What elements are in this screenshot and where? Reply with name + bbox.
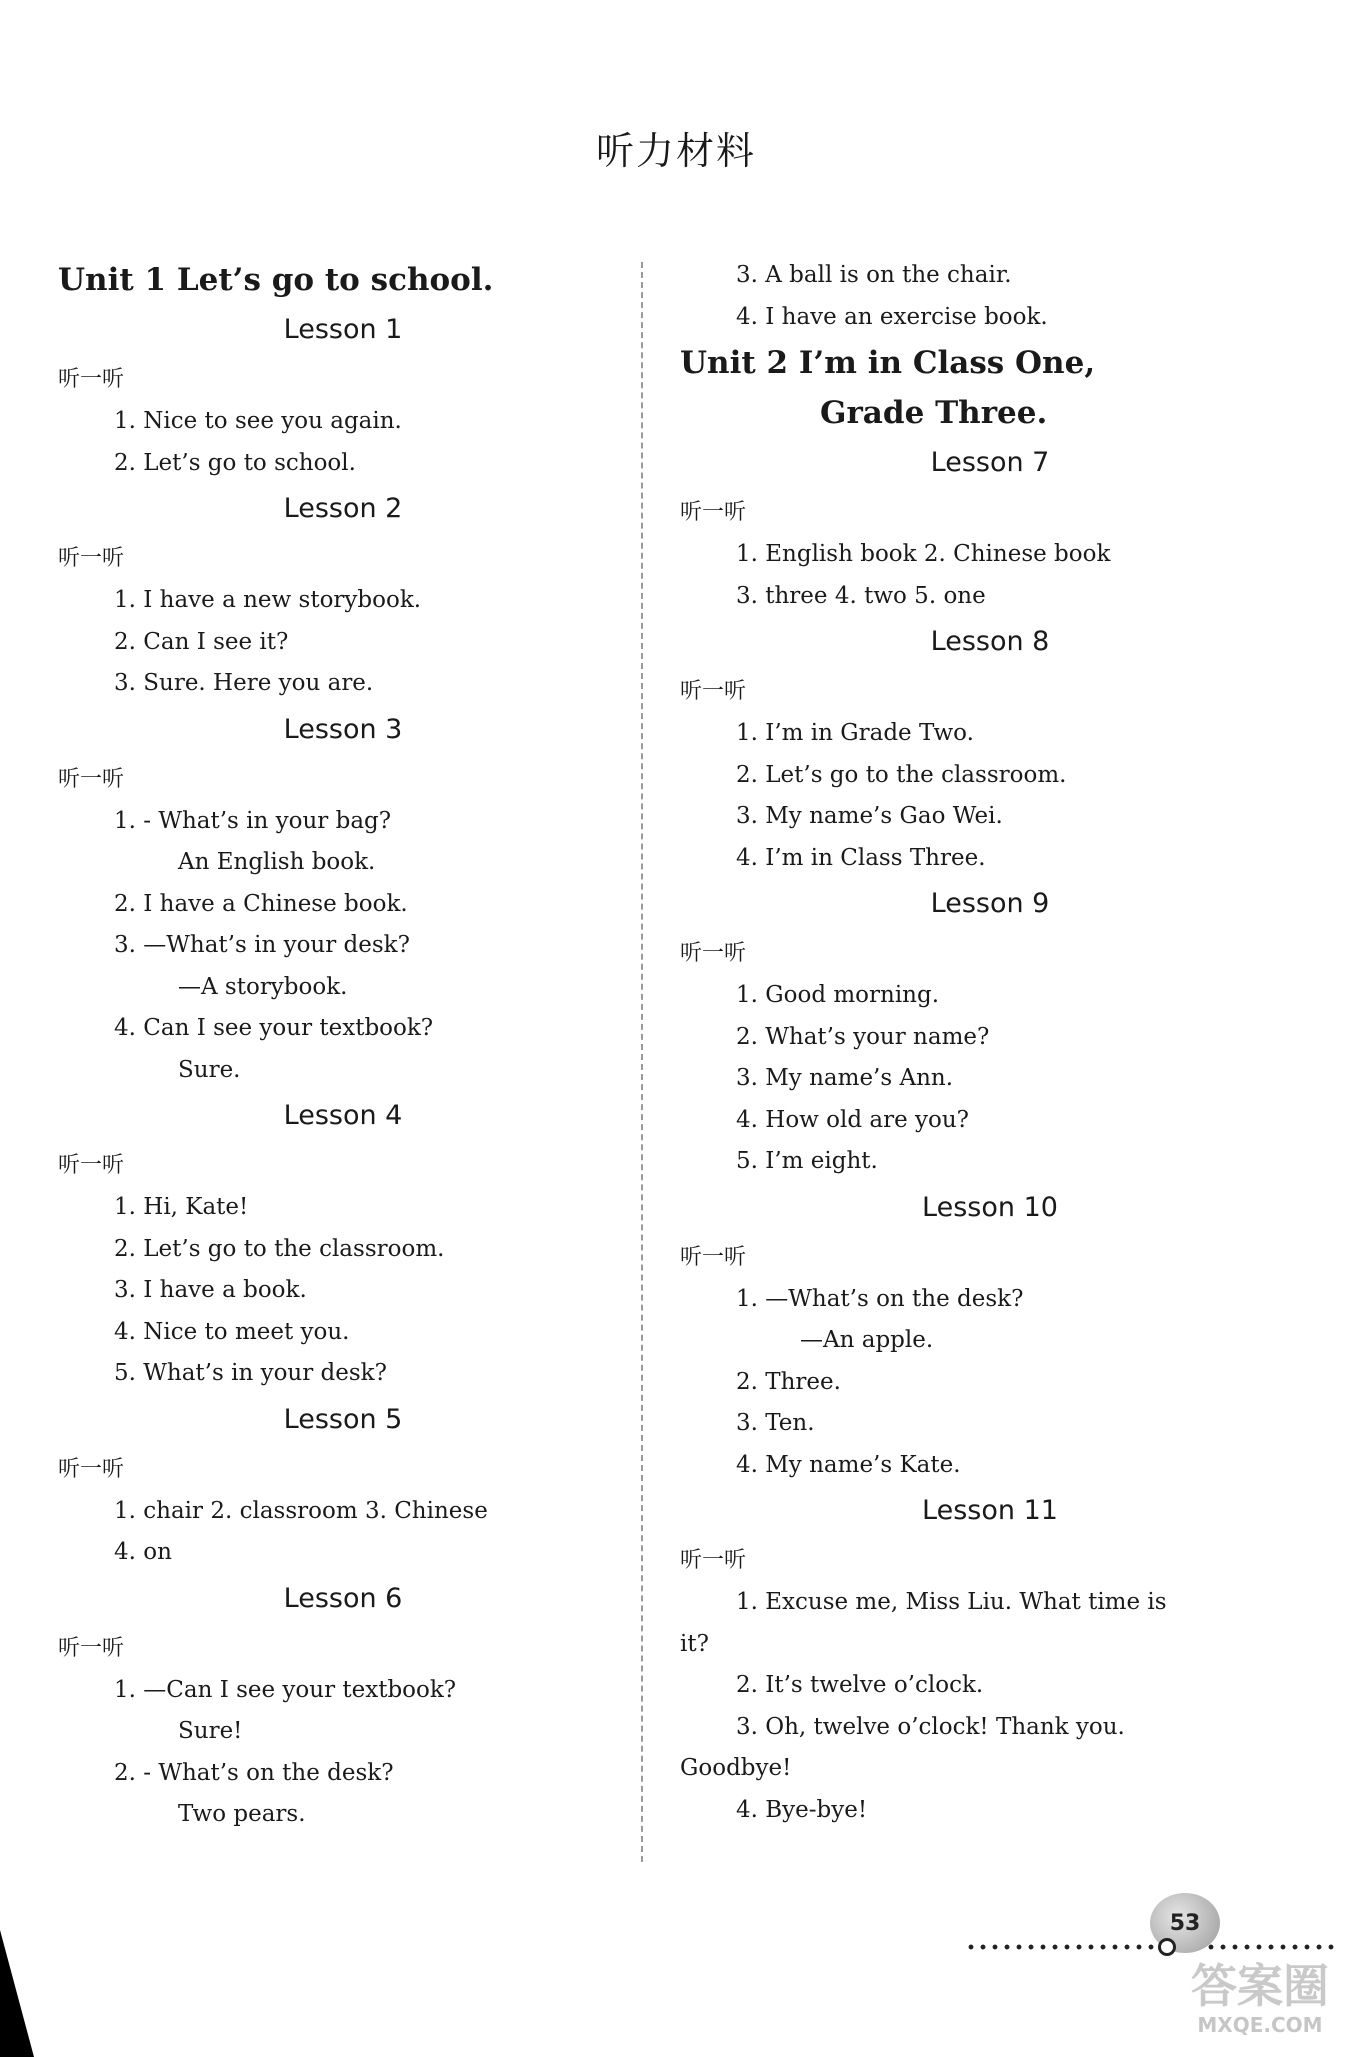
text-line: 4. My name’s Kate. [736,1451,961,1478]
text-line: 1. Excuse me, Miss Liu. What time is [736,1589,1167,1615]
text-line-response: Sure! [178,1718,243,1744]
page-title: 听力材料 [595,129,756,173]
text-line: 3. Ten. [736,1410,815,1436]
page-number: 53 [1169,1910,1201,1936]
text-line: 1. Hi, Kate! [114,1194,249,1220]
text-line: 3. A ball is on the chair. [736,262,1012,288]
section-label: 听一听 [58,1153,125,1178]
section-label: 听一听 [58,546,125,571]
text-line: 2. Can I see it? [114,628,289,655]
section-label: 听一听 [680,500,747,525]
text-line: 2. - What’s on the desk? [114,1759,394,1786]
lesson-heading: Lesson 10 [922,1191,1058,1223]
text-line: 1. chair 2. classroom 3. Chinese [114,1497,488,1524]
lesson-heading: Lesson 2 [283,493,403,524]
text-line: 1. English book 2. Chinese book [736,541,1111,567]
section-label: 听一听 [680,941,747,966]
lesson-heading: Lesson 8 [930,626,1050,657]
watermark [1175,1960,1345,2050]
text-line: 4. I’m in Class Three. [736,844,986,871]
text-line: 5. What’s in your desk? [114,1360,387,1386]
lesson-heading: Lesson 1 [283,314,403,345]
text-line-response: Sure. [178,1056,241,1083]
text-line: 5. I’m eight. [736,1148,878,1174]
text-line: 2. What’s your name? [736,1023,990,1050]
lesson-heading: Lesson 3 [283,713,403,745]
text-line: 1. Nice to see you again. [114,408,402,434]
section-label: 听一听 [58,1456,125,1482]
page-edge-shadow [0,1930,34,2057]
text-line: 4. Nice to meet you. [114,1318,350,1345]
text-line: 4. Can I see your textbook? [114,1015,434,1041]
text-line: 2. Let’s go to the classroom. [736,761,1067,788]
text-line: 1. —Can I see your textbook? [114,1676,457,1703]
unit-title: Unit 2 I’m in Class One, [680,345,1096,381]
lesson-heading: Lesson 7 [930,447,1050,478]
lesson-heading: Lesson 6 [283,1582,403,1614]
text-line: 3. three 4. two 5. one [736,582,986,609]
section-label: 听一听 [680,1548,747,1573]
text-line-response: —An apple. [800,1327,934,1353]
text-line: 1. I’m in Grade Two. [736,720,974,746]
text-line-response: Two pears. [178,1801,306,1827]
text-line-continued: Goodbye! [680,1755,792,1781]
lesson-heading: Lesson 9 [930,888,1050,919]
text-line-response: An English book. [178,849,376,875]
lesson-heading: Lesson 4 [283,1100,403,1131]
text-line: 2. Let’s go to school. [114,449,356,476]
section-label: 听一听 [58,367,125,392]
text-line: 4. on [114,1539,172,1565]
text-line: 4. I have an exercise book. [736,303,1048,330]
footer-dotted-line [965,1943,1340,1951]
text-line: 2. I have a Chinese book. [114,890,408,917]
text-line: 1. Good morning. [736,982,940,1008]
text-line: 4. Bye-bye! [736,1796,868,1823]
text-line: 1. I have a new storybook. [114,587,422,613]
text-line: 2. Let’s go to the classroom. [114,1235,445,1262]
lesson-heading: Lesson 5 [283,1403,403,1435]
text-line: 4. How old are you? [736,1106,970,1133]
text-line: 3. My name’s Gao Wei. [736,803,1003,829]
left-column [58,255,628,1836]
watermark-url: MXQE.COM [1197,2013,1323,2037]
text-line: 1. —What’s on the desk? [736,1285,1024,1312]
text-line-continued: it? [680,1630,709,1657]
unit-title: Unit 1 Let’s go to school. [58,262,494,298]
text-line: 2. Three. [736,1368,841,1395]
text-line: 3. My name’s Ann. [736,1065,954,1091]
text-line: 3. Sure. Here you are. [114,670,374,696]
text-line: 3. —What’s in your desk? [114,932,410,958]
text-line: 3. I have a book. [114,1277,307,1303]
text-line-response: —A storybook. [178,973,348,1000]
page-ring-icon [1158,1938,1176,1956]
column-divider [641,262,643,1862]
text-line: 2. It’s twelve o’clock. [736,1672,984,1698]
section-label: 听一听 [680,679,747,704]
watermark-logo: 答案圈 [1191,1959,1329,2013]
text-line: 1. - What’s in your bag? [114,807,392,834]
section-label: 听一听 [58,1635,125,1661]
section-label: 听一听 [680,1244,747,1270]
lesson-heading: Lesson 11 [922,1495,1058,1526]
text-line: 3. Oh, twelve o’clock! Thank you. [736,1713,1125,1740]
right-column [680,255,1300,1831]
unit-title-continued: Grade Three. [820,395,1048,431]
section-label: 听一听 [58,766,125,792]
